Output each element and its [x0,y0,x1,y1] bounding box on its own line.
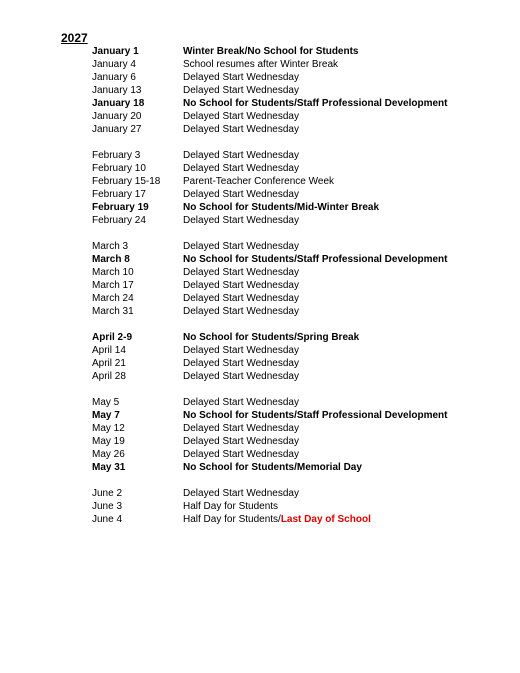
event-row [92,201,512,214]
event-description [183,305,299,318]
event-text: Delayed Start Wednesday [183,436,299,447]
event-row [92,97,512,110]
event-text: Half Day for Students/ [183,514,281,525]
event-date: May 26 [92,449,125,460]
event-row [92,344,512,357]
event-date: March 17 [92,280,134,291]
event-text: Delayed Start Wednesday [183,293,299,304]
event-description [183,162,299,175]
event-row [92,305,512,318]
event-row [92,110,512,123]
event-text: Half Day for Students [183,501,279,512]
event-date: June 3 [92,501,123,512]
event-row [92,331,512,344]
event-description [183,188,299,201]
event-row [92,461,512,474]
event-row [92,422,512,435]
event-description [183,149,299,162]
event-row [92,214,512,227]
event-row [92,357,512,370]
event-date: January 1 [92,46,139,57]
event-description [183,240,299,253]
event-date: February 3 [92,150,141,161]
event-row [92,448,512,461]
event-text: Delayed Start Wednesday [183,397,299,408]
event-text: No School for Students/Mid-Winter Break [183,202,380,213]
event-date: March 10 [92,267,134,278]
event-date: May 31 [92,462,126,473]
event-text: Parent-Teacher Conference Week [183,176,335,187]
event-date: January 27 [92,124,142,135]
event-description [183,370,299,383]
event-date: January 6 [92,72,136,83]
event-text: Delayed Start Wednesday [183,345,299,356]
event-row [92,435,512,448]
event-description [183,214,299,227]
event-text: Delayed Start Wednesday [183,241,299,252]
event-description [183,84,299,97]
event-text: Delayed Start Wednesday [183,306,299,317]
event-date: February 24 [92,215,146,226]
event-row [92,123,512,136]
event-row [92,513,512,526]
event-row [92,292,512,305]
event-row [92,58,512,71]
event-date: January 18 [92,98,145,109]
event-row [92,500,512,513]
event-row [92,188,512,201]
event-date: May 19 [92,436,125,447]
event-date: March 31 [92,306,134,317]
event-description [183,396,299,409]
event-date: January 20 [92,111,142,122]
event-text: Delayed Start Wednesday [183,124,299,135]
event-text: Delayed Start Wednesday [183,358,299,369]
event-row [92,71,512,84]
event-description [183,58,338,71]
event-date: April 2-9 [92,332,133,343]
event-row [92,162,512,175]
event-date: June 4 [92,514,123,525]
event-date: February 15-18 [92,176,161,187]
event-text: Delayed Start Wednesday [183,449,299,460]
event-text: No School for Students/Memorial Day [183,462,362,473]
event-text: No School for Students/Spring Break [183,332,360,343]
event-description [183,435,299,448]
event-list [92,45,512,526]
event-row [92,409,512,422]
event-description [183,175,334,188]
event-row [92,149,512,162]
event-date: May 7 [92,410,120,421]
event-text: Delayed Start Wednesday [183,280,299,291]
event-description [183,253,447,266]
event-description [183,201,379,214]
event-text: Delayed Start Wednesday [183,85,299,96]
last-day-highlight: Last Day of School [280,514,371,525]
event-description [183,448,299,461]
event-row [92,240,512,253]
event-description [183,279,299,292]
event-date: February 17 [92,189,146,200]
event-row [92,253,512,266]
event-description [183,331,359,344]
event-date: February 10 [92,163,146,174]
event-date: March 8 [92,254,130,265]
event-description [183,487,299,500]
event-description [183,71,299,84]
event-row [92,175,512,188]
event-date: March 24 [92,293,134,304]
event-text: Delayed Start Wednesday [183,163,299,174]
event-description [183,500,278,513]
event-description [183,357,299,370]
event-description [183,266,299,279]
event-text: No School for Students/Staff Professional Development [183,98,448,109]
event-row [92,279,512,292]
event-description [183,123,299,136]
event-description [183,45,358,58]
event-text: Delayed Start Wednesday [183,150,299,161]
event-date: March 3 [92,241,129,252]
event-text: Delayed Start Wednesday [183,371,299,382]
event-description [183,344,299,357]
event-text: Delayed Start Wednesday [183,488,299,499]
event-date: April 28 [92,371,126,382]
event-date: April 14 [92,345,126,356]
event-date: February 19 [92,202,149,213]
event-description [183,292,299,305]
event-description [183,461,362,474]
event-date: January 13 [92,85,142,96]
event-row [92,266,512,279]
event-description [183,97,447,110]
event-date: June 2 [92,488,123,499]
event-text: Delayed Start Wednesday [183,72,299,83]
event-row [92,487,512,500]
event-text: Winter Break/No School for Students [183,46,359,57]
event-text: Delayed Start Wednesday [183,423,299,434]
event-text: Delayed Start Wednesday [183,189,299,200]
event-row [92,84,512,97]
event-row [92,396,512,409]
event-date: April 21 [92,358,126,369]
year-heading: 2027 [61,31,88,45]
event-text: School resumes after Winter Break [183,59,339,70]
event-date: January 4 [92,59,136,70]
event-row [92,45,512,58]
event-text: Delayed Start Wednesday [183,267,299,278]
event-description [183,513,371,526]
event-date: May 5 [92,397,120,408]
event-date: May 12 [92,423,125,434]
event-row [92,370,512,383]
event-text: Delayed Start Wednesday [183,111,299,122]
event-text: No School for Students/Staff Professional Development [183,410,448,421]
event-text: No School for Students/Staff Professional Development [183,254,448,265]
event-description [183,422,299,435]
event-description [183,409,447,422]
event-description [183,110,299,123]
event-text: Delayed Start Wednesday [183,215,299,226]
